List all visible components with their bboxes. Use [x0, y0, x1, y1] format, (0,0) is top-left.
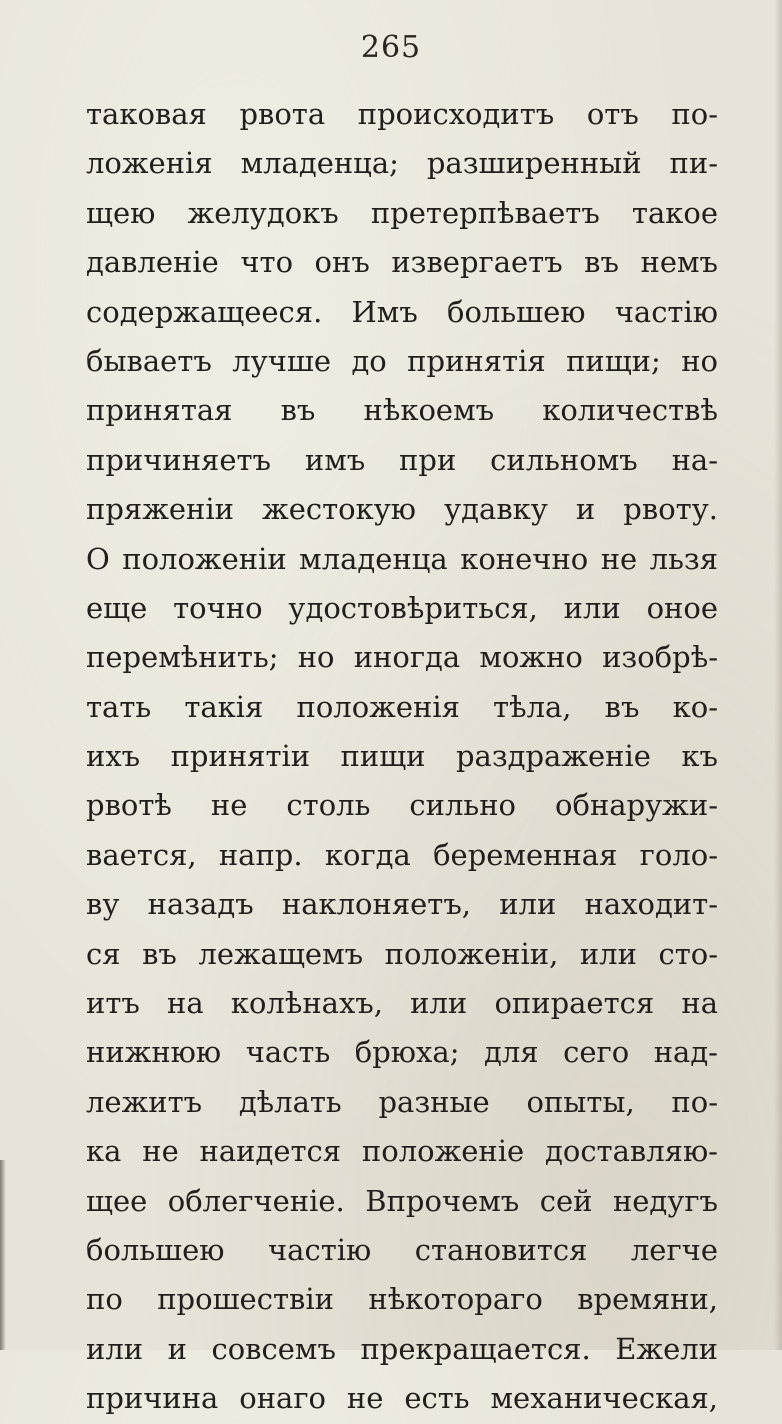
page-edge-shadow — [774, 0, 782, 1350]
text-line: причиняетъ имъ при сильномъ на- — [86, 442, 718, 477]
text-line: принятая въ нѣкоемъ количествѣ — [86, 393, 718, 428]
text-line: содержащееся. Имъ большею частію — [86, 294, 718, 329]
page-edge-shadow — [0, 1160, 6, 1350]
text-line: О положеніи младенца конечно не льзя — [86, 541, 718, 576]
text-line: щее облегченіе. Впрочемъ сей недугъ — [86, 1183, 718, 1218]
text-line: лежитъ дѣлать разные опыты, по- — [86, 1084, 718, 1119]
text-line: ву назадъ наклоняетъ, или находит- — [86, 887, 718, 922]
text-line: ихъ принятіи пищи раздраженіе къ — [86, 739, 718, 774]
page-number: 265 — [360, 30, 422, 65]
text-line: нижнюю часть брюха; для сего над- — [86, 1035, 718, 1070]
text-line: тать такія положенія тѣла, въ ко- — [86, 689, 718, 724]
text-line: ложенія младенца; разширенный пи- — [86, 146, 718, 181]
text-line: или и совсемъ прекращается. Ежели — [86, 1331, 718, 1366]
text-line: большею частію становится легче — [86, 1232, 718, 1267]
text-line: причина онаго не есть механическая, — [86, 1381, 718, 1416]
body-text — [86, 90, 718, 1424]
text-line: итъ на колѣнахъ, или опирается на — [86, 986, 718, 1021]
text-line: рвотѣ не столь сильно обнаружи- — [86, 788, 718, 823]
text-line: еще точно удостовѣриться, или оное — [86, 590, 718, 625]
text-line: бываетъ лучше до принятія пищи; но — [86, 343, 718, 378]
text-line: таковая рвота происходитъ отъ по- — [86, 97, 718, 131]
text-line: пряженіи жестокую удавку и рвоту. — [86, 492, 718, 527]
text-line: щею желудокъ претерпѣваетъ такое — [86, 195, 718, 230]
text-line: перемѣнить; но иногда можно изобрѣ- — [86, 640, 718, 675]
text-line: вается, напр. когда беременная голо- — [86, 837, 718, 872]
text-line: ка не наидется положеніе доставляю- — [86, 1134, 718, 1169]
text-line: давленіе что онъ извергаетъ въ немъ — [86, 245, 718, 280]
text-line: ся въ лежащемъ положеніи, или сто- — [86, 936, 718, 971]
text-line: по прошествіи нѣкотораго времяни, — [86, 1282, 718, 1317]
